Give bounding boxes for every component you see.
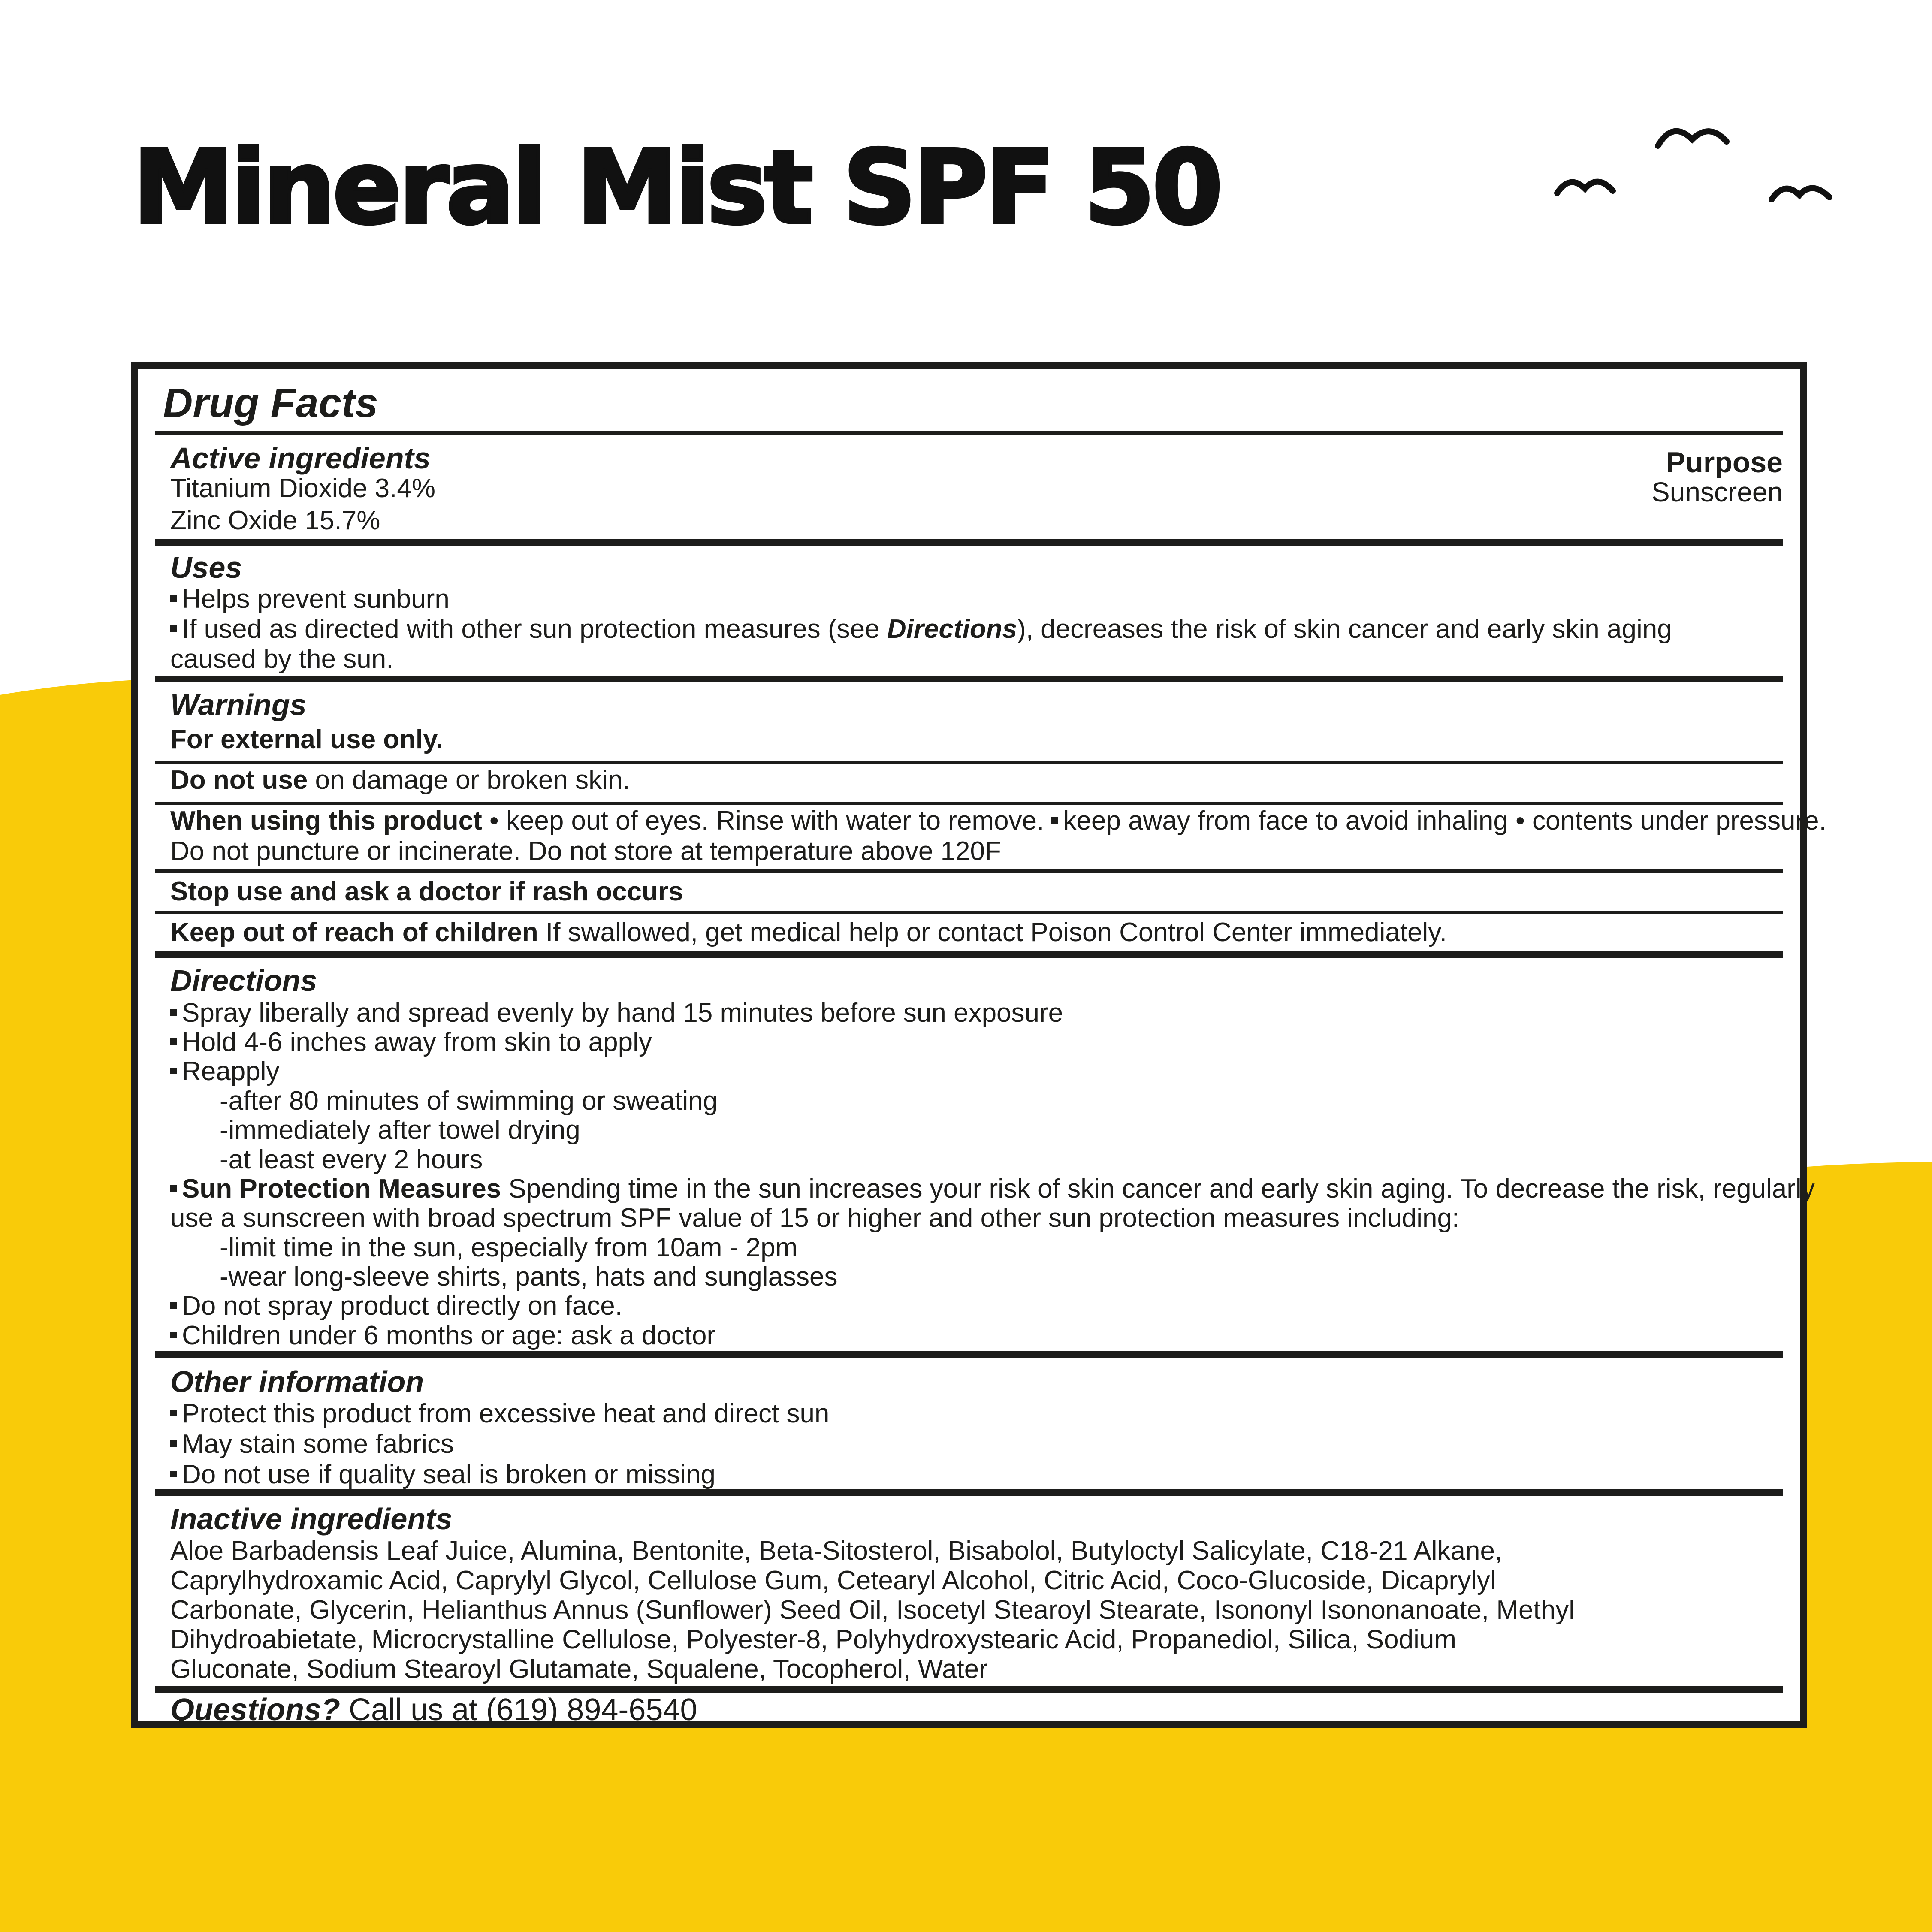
bullet-icon — [170, 1410, 177, 1416]
active-ingredient-item: Titanium Dioxide 3.4% — [170, 474, 435, 503]
other-information-item: Protect this product from excessive heat and direct sun — [170, 1399, 829, 1428]
warnings-heading: Warnings — [170, 688, 307, 721]
external-use-text: For external use only. — [170, 724, 444, 754]
uses-heading: Uses — [170, 551, 242, 584]
directions-subitem: -limit time in the sun, especially from 10am - 2pm — [220, 1233, 798, 1262]
directions-item: Do not spray product directly on face. — [170, 1292, 622, 1321]
divider — [155, 539, 1783, 546]
bird-left-icon — [1557, 182, 1613, 193]
divider — [155, 431, 1783, 435]
bullet-icon — [170, 1185, 177, 1192]
inactive-ingredients-line: Gluconate, Sodium Stearoyl Glutamate, Squalene, Tocopherol, Water — [170, 1654, 988, 1684]
bullet-icon — [170, 1068, 177, 1074]
inactive-ingredients-line: Aloe Barbadensis Leaf Juice, Alumina, Bentonite, Beta-Sitosterol, Bisabolol, Butyloctyl Salicylate, C18-21 Alkane, — [170, 1536, 1503, 1566]
drug-facts-panel — [131, 362, 1826, 1728]
bullet-icon — [170, 1009, 177, 1016]
divider — [155, 869, 1783, 873]
active-ingredients-heading: Active ingredients — [170, 441, 431, 475]
inactive-ingredients-line: Caprylhydroxamic Acid, Caprylyl Glycol, Cellulose Gum, Cetearyl Alcohol, Citric Acid, Coco-Glucoside, Dicaprylyl — [170, 1566, 1496, 1595]
uses-item: If used as directed with other sun protection measures (see Directions), decreases the risk of skin cancer and early skin aging — [170, 615, 1672, 644]
divider — [155, 1686, 1783, 1693]
when-using-text: When using this product • keep out of eyes. Rinse with water to remove. keep away from face to avoid inhaling • contents under pressure. — [170, 806, 1826, 836]
keep-out-text: Keep out of reach of children If swallowed, get medical help or contact Poison Control Center immediately. — [170, 918, 1447, 947]
inactive-ingredients-heading: Inactive ingredients — [170, 1502, 453, 1536]
other-information-heading: Other information — [170, 1365, 424, 1398]
divider — [155, 802, 1783, 805]
when-using-text-continued: Do not puncture or incinerate. Do not store at temperature above 120F — [170, 836, 1001, 866]
directions-subitem: -wear long-sleeve shirts, pants, hats and sunglasses — [220, 1262, 838, 1292]
page-title: Mineral Mist SPF 50 — [133, 129, 1220, 247]
divider — [155, 761, 1783, 764]
divider — [155, 951, 1783, 958]
other-information-item: May stain some fabrics — [170, 1430, 454, 1459]
bullet-icon — [170, 1440, 177, 1447]
directions-item: Hold 4-6 inches away from skin to apply — [170, 1028, 652, 1057]
bird-right-icon — [1772, 188, 1829, 199]
directions-item: Spray liberally and spread evenly by hand 15 minutes before sun exposure — [170, 999, 1063, 1028]
directions-item: Reapply — [170, 1057, 279, 1086]
active-ingredient-item: Zinc Oxide 15.7% — [170, 506, 380, 535]
divider — [155, 911, 1783, 914]
bullet-icon — [170, 625, 177, 632]
sun-protection-measures-continued: use a sunscreen with broad spectrum SPF value of 15 or higher and other sun protection measures including: — [170, 1203, 1460, 1233]
bullet-icon — [170, 1471, 177, 1477]
bullet-icon — [170, 1038, 177, 1045]
directions-subitem: -after 80 minutes of swimming or sweating — [220, 1086, 718, 1116]
bullet-icon — [1051, 817, 1058, 824]
directions-item: Children under 6 months or age: ask a doctor — [170, 1321, 715, 1350]
divider — [155, 676, 1783, 682]
inactive-ingredients-line: Carbonate, Glycerin, Helianthus Annus (Sunflower) Seed Oil, Isocetyl Stearoyl Stearate, Isononyl Isononanoate, Methyl — [170, 1595, 1575, 1625]
other-information-item: Do not use if quality seal is broken or missing — [170, 1460, 715, 1489]
bullet-icon — [170, 1332, 177, 1338]
questions-line: Questions? Call us at (619) 894-6540 — [170, 1693, 697, 1727]
divider — [155, 1489, 1783, 1496]
do-not-use-text: Do not use on damage or broken skin. — [170, 765, 630, 795]
birds-icon — [1544, 120, 1844, 214]
drug-facts-header: Drug Facts — [163, 380, 378, 426]
uses-item: Helps prevent sunburn — [170, 585, 450, 614]
bird-top-icon — [1658, 131, 1727, 146]
directions-subitem: -immediately after towel drying — [220, 1115, 580, 1145]
divider — [155, 1351, 1783, 1358]
uses-item-continued: caused by the sun. — [170, 644, 394, 674]
purpose-value: Sunscreen — [1651, 477, 1783, 507]
stop-use-text: Stop use and ask a doctor if rash occurs — [170, 877, 683, 906]
directions-heading: Directions — [170, 964, 317, 997]
inactive-ingredients-line: Dihydroabietate, Microcrystalline Cellulose, Polyester-8, Polyhydroxystearic Acid, Propanediol, Silica, Sodium — [170, 1625, 1457, 1654]
bullet-icon — [170, 595, 177, 602]
bullet-icon — [170, 1302, 177, 1309]
sun-protection-measures-text: Sun Protection Measures Spending time in the sun increases your risk of skin cancer and early skin aging. To decrease the risk, regularly — [170, 1174, 1815, 1204]
purpose-heading: Purpose — [1666, 446, 1783, 479]
directions-subitem: -at least every 2 hours — [220, 1145, 483, 1174]
